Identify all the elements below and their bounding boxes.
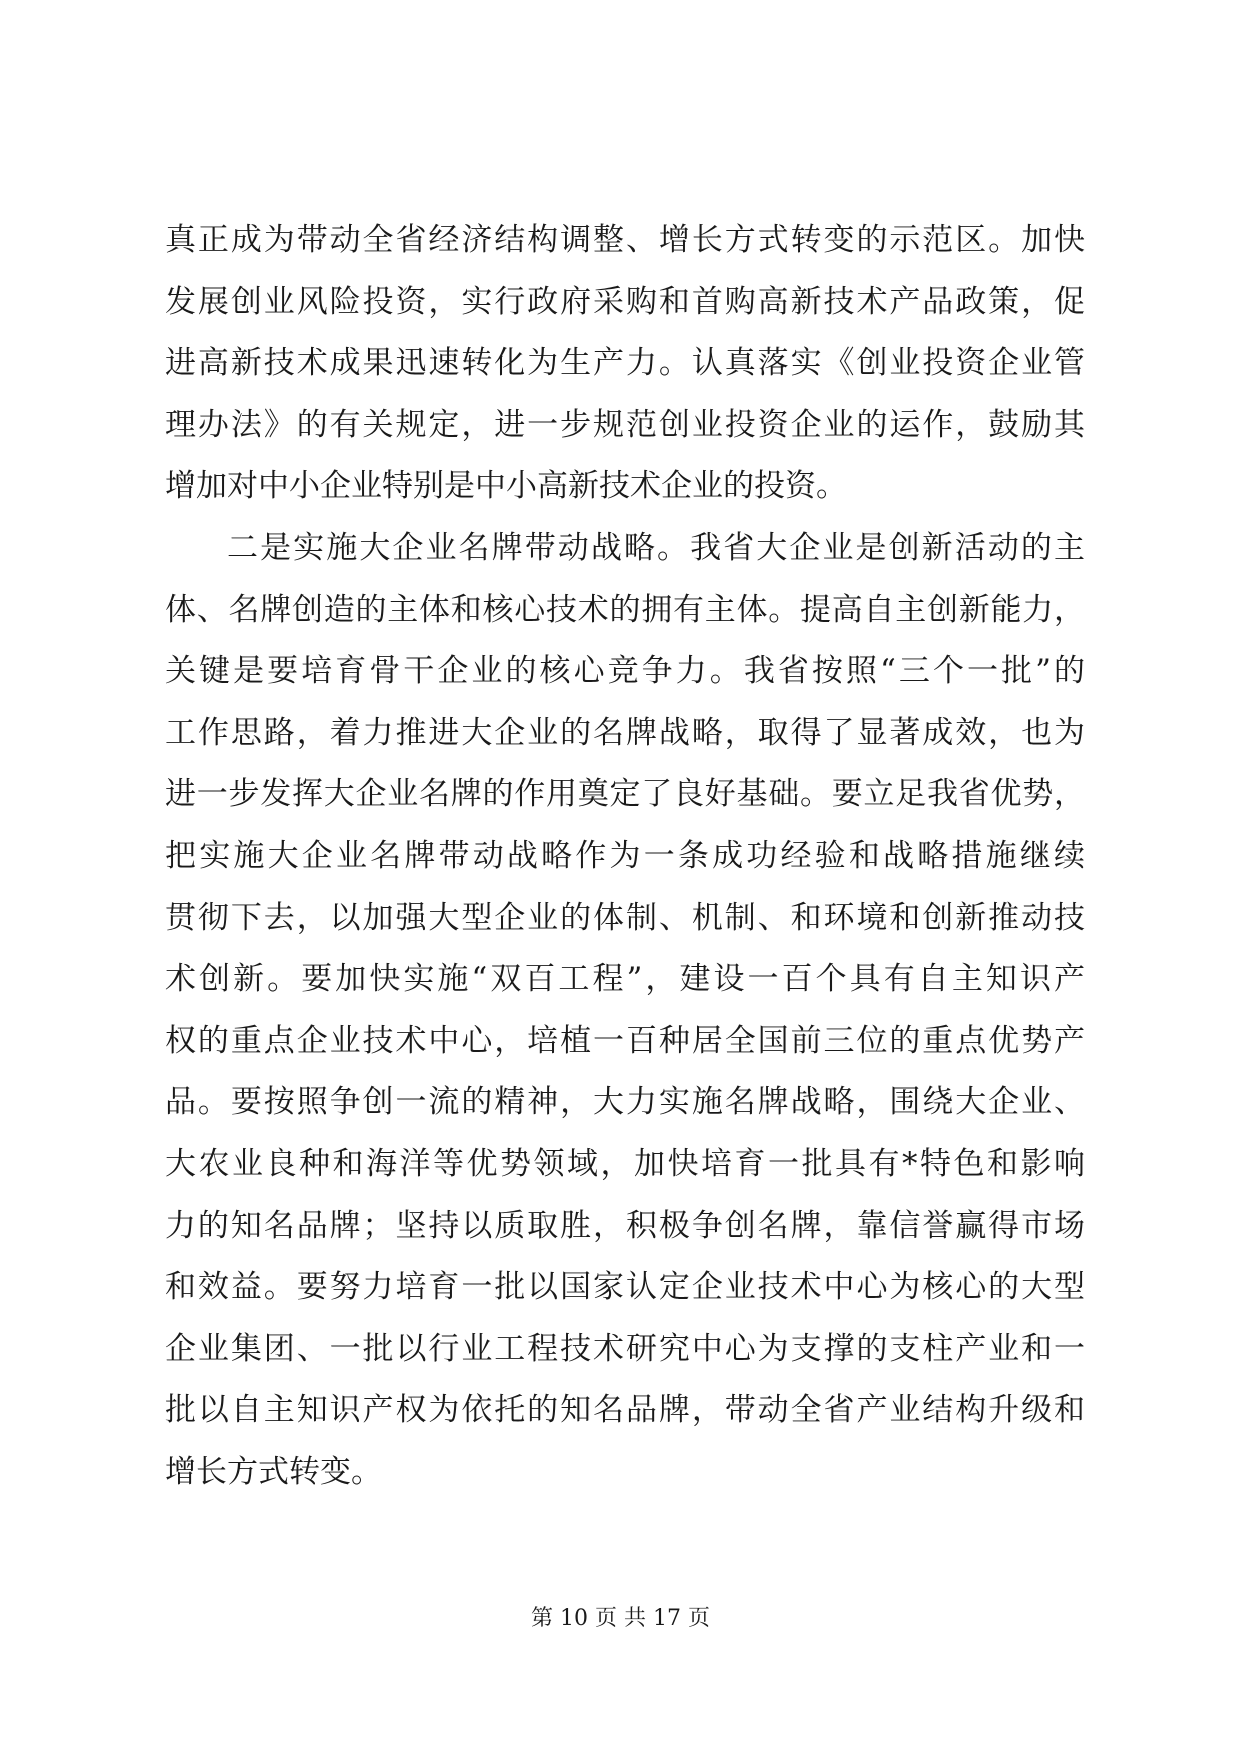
text-line: 关键是要培育骨干企业的核心竞争力。我省按照“三个一批”的 <box>165 653 1085 690</box>
text-line: 工作思路，着力推进大企业的名牌战略，取得了显著成效，也为 <box>165 714 1085 751</box>
text-line: 增加对中小企业特别是中小高新技术企业的投资。 <box>165 468 847 505</box>
paragraph-2 <box>165 518 1085 1504</box>
paragraph-1 <box>165 210 1085 518</box>
text-line: 大农业良种和海洋等优势领域，加快培育一批具有*特色和影响 <box>165 1145 1085 1182</box>
text-line: 力的知名品牌；坚持以质取胜，积极争创名牌，靠信誉赢得市场 <box>165 1207 1085 1244</box>
text-line: 权的重点企业技术中心，培植一百种居全国前三位的重点优势产 <box>165 1022 1085 1059</box>
text-line: 术创新。要加快实施“双百工程”，建设一百个具有自主知识产 <box>165 961 1085 998</box>
text-line: 进高新技术成果迅速转化为生产力。认真落实《创业投资企业管 <box>165 345 1085 382</box>
page-number-footer: 第 10 页 共 17 页 <box>531 1606 710 1631</box>
text-line: 真正成为带动全省经济结构调整、增长方式转变的示范区。加快 <box>165 222 1085 258</box>
text-line: 体、名牌创造的主体和核心技术的拥有主体。提高自主创新能力， <box>165 591 1085 628</box>
text-line: 批以自主知识产权为依托的知名品牌，带动全省产业结构升级和 <box>165 1392 1085 1429</box>
text-line: 进一步发挥大企业名牌的作用奠定了良好基础。要立足我省优势， <box>165 776 1085 813</box>
text-line: 和效益。要努力培育一批以国家认定企业技术中心为核心的大型 <box>165 1269 1085 1306</box>
text-line: 贯彻下去，以加强大型企业的体制、机制、和环境和创新推动技 <box>165 899 1085 936</box>
text-line: 发展创业风险投资，实行政府采购和首购高新技术产品政策，促 <box>165 283 1085 320</box>
text-line: 理办法》的有关规定，进一步规范创业投资企业的运作，鼓励其 <box>165 406 1085 443</box>
document-body <box>165 210 1085 1503</box>
text-line: 企业集团、一批以行业工程技术研究中心为支撑的支柱产业和一 <box>165 1330 1085 1367</box>
text-line: 品。要按照争创一流的精神，大力实施名牌战略，围绕大企业、 <box>165 1084 1085 1121</box>
text-line: 二是实施大企业名牌带动战略。我省大企业是创新活动的主 <box>227 529 1085 566</box>
text-line: 把实施大企业名牌带动战略作为一条成功经验和战略措施继续 <box>165 837 1085 874</box>
text-line: 增长方式转变。 <box>165 1453 382 1490</box>
